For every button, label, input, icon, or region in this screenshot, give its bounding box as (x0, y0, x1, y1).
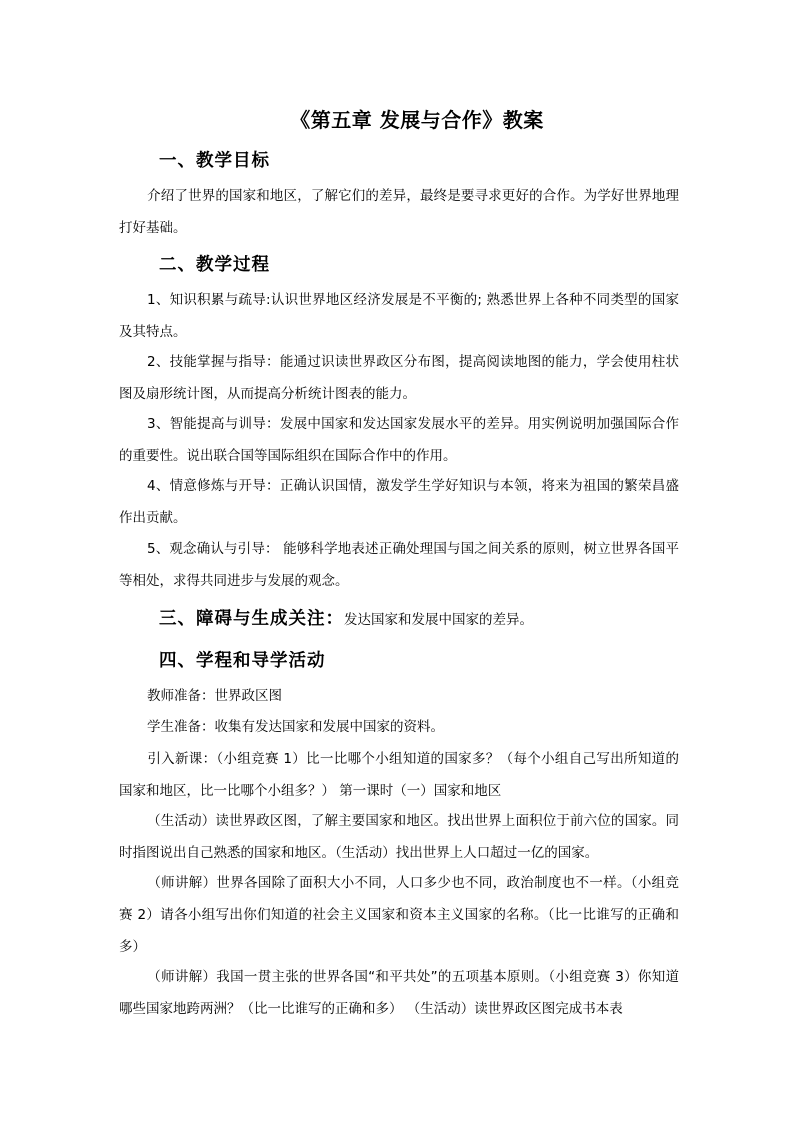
section-heading-process: 二、教学过程 (159, 255, 270, 275)
section-heading-obstacles: 三、障碍与生成关注：发达国家和发展中国家的差异。 (159, 609, 533, 629)
section-heading-activities: 四、学程和导学活动 (159, 651, 326, 671)
paragraph-concept: 5、观念确认与引导： 能够科学地表述正确处理国与国之间关系的原则，树立世界各国平等相处，求得共同进步与发展的观念。 (119, 541, 679, 589)
page-title: 《第五章 发展与合作》教案 (290, 108, 544, 132)
paragraph-teacher-prep: 教师准备：世界政区图 (147, 688, 282, 704)
section-heading-objectives: 一、教学目标 (159, 151, 270, 171)
paragraph-intelligence: 3、智能提高与训导：发展中国家和发达国家发展水平的差异。用实例说明加强国际合作的重要性。说出联合国等国际组织在国际合作中的作用。 (119, 416, 679, 464)
paragraph-student-activity: （生活动）读世界政区图，了解主要国家和地区。找出世界上面积位于前六位的国家。同时指图说出自己熟悉的国家和地区。（生活动）找出世界上人口超过一亿的国家。 (119, 813, 679, 861)
paragraph-teacher-lecture-1: （师讲解）世界各国除了面积大小不同，人口多少也不同，政治制度也不一样。（小组竞赛 2）请各小组写出你们知道的社会主义国家和资本主义国家的名称。（比一比谁写的正确和多） (119, 875, 679, 955)
paragraph-objectives: 介绍了世界的国家和地区，了解它们的差异，最终是要寻求更好的合作。为学好世界地理打好基础。 (119, 188, 679, 236)
paragraph-student-prep: 学生准备：收集有发达国家和发展中国家的资料。 (147, 719, 444, 735)
paragraph-knowledge: 1、知识积累与疏导:认识世界地区经济发展是不平衡的; 熟悉世界上各种不同类型的国家及其特点。 (119, 292, 679, 340)
paragraph-teacher-lecture-2: （师讲解）我国一贯主张的世界各国“和平共处”的五项基本原则。（小组竞赛 3）你知道哪些国家地跨两洲？（比一比谁写的正确和多） （生活动）读世界政区图完成书本表 (119, 969, 679, 1017)
paragraph-emotion: 4、情意修炼与开导：正确认识国情，激发学生学好知识与本领，将来为祖国的繁荣昌盛作出贡献。 (119, 478, 679, 526)
paragraph-skills: 2、技能掌握与指导：能通过识读世界政区分布图，提高阅读地图的能力，学会使用柱状图及扇形统计图，从而提高分析统计图表的能力。 (119, 354, 679, 402)
paragraph-intro: 引入新课：（小组竞赛 1）比一比哪个小组知道的国家多？（每个小组自己写出所知道的国家和地区，比一比哪个小组多？） 第一课时（一）国家和地区 (119, 751, 679, 799)
